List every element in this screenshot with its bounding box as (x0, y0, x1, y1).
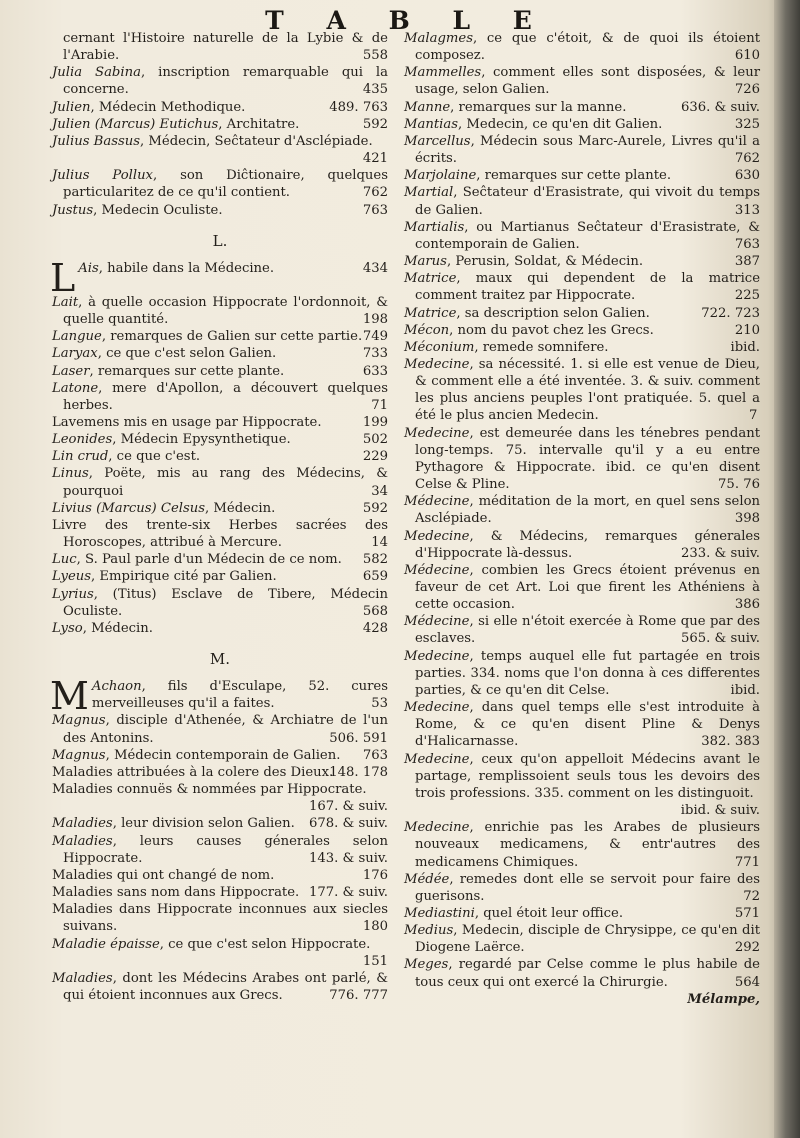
index-entry-text: Maladies sans nom dans Hippocrate. (52, 885, 300, 901)
index-entry-text: Maladie épaisse, ce que c'est selon Hippocrate. (52, 936, 371, 952)
index-page-ref: 75. 76 (718, 477, 760, 493)
index-entry-text: Laryax, ce que c'est selon Galien. (52, 346, 277, 362)
index-entry-text: Matrice, sa description selon Galien. (404, 305, 650, 321)
index-page-ref: 726 (734, 82, 760, 98)
index-entry (404, 493, 760, 527)
index-entry-text: Magnus, disciple d'Athenée, & Archiatre de l'un des Antonins. (52, 713, 388, 746)
index-entry-text: Achaon, fils d'Esculape, 52. cures merveilleuses qu'il a faites. (91, 679, 388, 712)
index-entry-text: Justus, Medecin Oculiste. (52, 202, 223, 218)
index-headword: Julien (Marcus) Eutichus (52, 116, 219, 132)
index-entry-text: Mediastini, quel étoit leur office. (404, 905, 624, 921)
index-headword: Lyeus (52, 569, 92, 585)
index-headword: Magnus (52, 747, 106, 763)
index-page-ref: 610 (734, 48, 760, 64)
index-headword: Medius (404, 923, 454, 939)
index-page-ref: 292 (734, 940, 760, 956)
index-entry-text: Julius Pollux, son Diĉtionaire, quelques particularitez de ce qu'il contient. (52, 168, 388, 201)
running-head-letter: B (388, 6, 413, 35)
index-page-ref: 592 (362, 500, 388, 516)
drop-cap: L (50, 255, 76, 300)
drop-cap: M (50, 674, 89, 719)
index-page-ref: 428 (362, 620, 388, 636)
index-headword: Julia Sabina (52, 65, 141, 81)
index-entry (52, 30, 388, 64)
index-headword: Lyso (52, 620, 83, 636)
index-page-ref: 176 (362, 867, 388, 883)
index-entry (404, 116, 760, 133)
index-entry (52, 133, 388, 167)
index-page-ref: 582 (362, 552, 388, 568)
index-entry (404, 613, 760, 647)
index-entry (52, 781, 388, 815)
index-entry (52, 867, 388, 884)
index-headword: Médée (404, 871, 450, 887)
index-page-ref: 177. & suiv. (308, 885, 388, 901)
index-entry-text: Ais, habile dans la Médecine. (78, 260, 275, 276)
index-entry (404, 562, 760, 613)
index-page-ref: 636. & suiv. (680, 99, 760, 115)
index-headword: Matrice (404, 271, 457, 287)
index-entry (404, 133, 760, 167)
index-headword: Malagmes (404, 31, 473, 46)
index-headword: Médecine (404, 494, 470, 510)
index-entry-text: Medecine, & Médecins, remarques génerales d'Hippocrate là-dessus. (404, 528, 760, 561)
index-headword: Ais (78, 260, 99, 276)
index-headword: Justus (52, 202, 94, 218)
index-page-ref: 630 (734, 168, 760, 184)
index-page-ref: 435 (362, 82, 388, 98)
index-entry (52, 815, 388, 832)
running-head-letter: A (326, 6, 349, 35)
index-entry (52, 431, 388, 448)
index-entry-text: Lin crud, ce que c'est. (52, 449, 201, 465)
index-headword: Maladies (52, 816, 113, 832)
index-entry (52, 448, 388, 465)
index-page-ref: 199 (362, 414, 388, 430)
index-page-ref: 34 (371, 483, 388, 499)
index-headword: Marcellus (404, 133, 471, 149)
index-headword: Magnus (52, 713, 106, 729)
index-headword: Medecine (404, 751, 470, 767)
index-entry-text: Méconium, remede somnifere. (404, 339, 609, 355)
index-page-ref: 198 (362, 312, 388, 328)
index-entry-text: Mécon, nom du pavot chez les Grecs. (404, 322, 654, 338)
index-page-ref: 776. 777 (329, 987, 388, 1003)
index-page-ref: 313 (734, 202, 760, 218)
index-entry-text: Médée, remedes dont elle se servoit pour faire des guerisons. (404, 871, 760, 904)
index-entry (404, 167, 760, 184)
index-page-ref: 763 (362, 747, 388, 763)
index-entry-text: Lavemens mis en usage par Hippocrate. (52, 414, 322, 430)
book-spine-shadow (774, 0, 800, 1138)
index-entry-text: Livius (Marcus) Celsus, Médecin. (52, 500, 276, 516)
index-entry (52, 747, 388, 764)
index-entry-text: Julien, Médecin Methodique. (52, 99, 246, 115)
index-entry-text: Marcellus, Médecin sous Marc-Aurele, Livres qu'il a écrits. (404, 133, 760, 167)
index-headword: Maladies (52, 833, 113, 849)
index-entry-text: Maladies attribuées à la colere des Dieux. (52, 764, 334, 780)
index-entry (52, 414, 388, 431)
index-entry (404, 99, 760, 116)
index-entry (52, 764, 388, 781)
index-page-ref: 225 (734, 288, 760, 304)
index-headword: Méconium (404, 339, 475, 355)
section-letter-heading: L. (212, 231, 228, 250)
index-page-ref: 151 (362, 953, 388, 969)
index-headword: Medecine (404, 425, 470, 441)
index-headword: Latone (52, 380, 99, 396)
index-entry-text: Medecine, enrichie pas les Arabes de plusieurs nouveaux medicamens, & entr'autres des medicamens Chimiques. (404, 820, 760, 870)
index-entry-text: cernant l'Histoire naturelle de la Lybie & de l'Arabie. (63, 31, 388, 64)
index-entry (404, 699, 760, 750)
index-entry (404, 64, 760, 98)
index-entry (404, 356, 760, 425)
index-headword: Medecine (404, 700, 470, 716)
index-page-ref: 398 (734, 511, 760, 527)
index-entry (52, 64, 388, 98)
index-headword: Lyrius (52, 586, 94, 602)
index-entry-text: Médecine, si elle n'étoit exercée à Rome que par des esclaves. (404, 614, 760, 647)
index-page-ref: 167. & suiv. (308, 799, 388, 815)
index-entry-text: Latone, mere d'Apollon, a découvert quelques herbes. (52, 380, 388, 413)
index-page-ref: 148. 178 (329, 764, 388, 780)
index-entry-text: Magnus, Médecin contemporain de Galien. (52, 747, 341, 763)
index-headword: Lait (52, 294, 79, 310)
right-column (404, 30, 760, 1008)
index-page-ref: 325 (734, 116, 760, 132)
index-page-ref: 565. & suiv. (680, 631, 760, 647)
index-entry (52, 363, 388, 380)
index-entry-text: Malagmes, ce que c'étoit, & de quoi ils étoient composez. (404, 31, 760, 64)
index-entry (52, 328, 388, 345)
index-entry (404, 425, 760, 494)
index-entry-text: Lait, à quelle occasion Hippocrate l'ordonnoit, & quelle quantité. (52, 294, 388, 328)
index-entry (404, 270, 760, 304)
index-entry-text: Lyrius, (Titus) Esclave de Tibere, Médecin Oculiste. (52, 586, 388, 619)
index-entry (52, 294, 388, 328)
index-headword: Lin crud (52, 449, 109, 465)
index-entry-text: Maladies dans Hippocrate inconnues aux siecles suivans. (52, 902, 388, 935)
index-entry-text: Lyso, Médecin. (52, 620, 153, 636)
index-entry (404, 253, 760, 270)
index-entry-text: Médecine, combien les Grecs étoient prévenus en faveur de cet Art. Loi que firent les Athéniens à cette occasion. (404, 562, 760, 613)
index-page-ref: 233. & suiv. (680, 545, 760, 561)
index-page-ref: 762 (734, 151, 760, 167)
index-headword: Mammelles (404, 65, 482, 81)
index-page-ref: ibid. (730, 339, 760, 355)
index-page-ref: 382. 383 (701, 734, 760, 750)
index-entry-text: Julien (Marcus) Eutichus, Architatre. (52, 116, 300, 132)
index-entry-text: Medius, Medecin, disciple de Chrysippe, ce qu'en dit Diogene Laërce. (404, 923, 760, 956)
index-entry (52, 712, 388, 746)
index-entry (404, 871, 760, 905)
index-entry-text: Medecine, ceux qu'on appelloit Médecins avant le partage, remplissoient seuls tous les devoirs des trois professions. 335. comment on les distinguoit. (404, 751, 760, 801)
index-entry-text: Maladies, leurs causes génerales selon Hippocrate. (52, 833, 388, 866)
index-entry (52, 901, 388, 935)
index-headword: Medecine (404, 820, 470, 836)
index-entry-text: Matrice, maux qui dependent de la matrice comment traitez par Hippocrate. (404, 271, 760, 304)
index-page-ref: ibid. & suiv. (680, 803, 760, 819)
index-page-ref: 571 (734, 905, 760, 921)
index-page-ref: 71 (371, 397, 388, 413)
index-entry-text: Maladies, dont les Médecins Arabes ont parlé, & qui étoient inconnues aux Grecs. (52, 970, 388, 1003)
left-column (52, 30, 388, 1004)
index-page-ref: 502 (362, 432, 388, 448)
index-headword: Médecine (404, 562, 470, 578)
index-headword: Julien (52, 99, 91, 115)
index-entry (52, 167, 388, 201)
index-entry (404, 751, 760, 820)
index-entry (404, 648, 760, 699)
index-headword: Mediastini (404, 905, 475, 921)
index-entry-text: Medecine, temps auquel elle fut partagée en trois parties. 334. noms que l'on donna à ces differentes parties, & ce qu'en dit Celse. (404, 648, 760, 698)
index-headword: Maladies (52, 970, 113, 986)
index-entry-text: Livre des trente-six Herbes sacrées des Horoscopes, attribué à Mercure. (52, 517, 388, 551)
index-page-ref: 489. 763 (329, 99, 388, 115)
running-head-letter: E (512, 6, 535, 35)
index-page-ref: 659 (362, 569, 388, 585)
index-entry (52, 380, 388, 414)
index-headword: Langue (52, 329, 102, 345)
index-entry (404, 184, 760, 218)
index-page-ref: ibid. (730, 682, 760, 698)
index-page-ref: 53 (371, 696, 388, 712)
index-headword: Laryax (52, 346, 98, 362)
index-headword: Manne (404, 99, 451, 115)
index-entry (52, 345, 388, 362)
index-entry-text: Marus, Perusin, Soldat, & Médecin. (404, 254, 644, 270)
index-page-ref: 386 (734, 597, 760, 613)
index-page-ref: 762 (362, 185, 388, 201)
index-entry (404, 305, 760, 322)
index-page-ref: 210 (734, 322, 760, 338)
index-entry-text: Martialis, ou Martianus Seĉtateur d'Erasistrate, & contemporain de Galien. (404, 219, 760, 252)
index-headword: Leonides (52, 432, 113, 448)
index-headword: Meges (404, 957, 449, 973)
index-entry (52, 586, 388, 620)
index-headword: Medecine (404, 648, 470, 664)
index-page-ref: 722. 723 (701, 305, 760, 321)
index-entry (52, 99, 388, 116)
index-entry-text: Julius Bassus, Médecin, Seĉtateur d'Asclépiade. (52, 133, 373, 149)
index-entry (52, 551, 388, 568)
index-entry (404, 219, 760, 253)
index-entry (50, 255, 388, 300)
index-page-ref: 592 (362, 116, 388, 132)
index-entry (52, 970, 388, 1004)
index-entry-text: Laser, remarques sur cette plante. (52, 363, 285, 379)
index-headword: Achaon (91, 679, 142, 695)
index-entry-text: Medecine, sa nécessité. 1. si elle est venue de Dieu, & comment elle a été inventée. 3. & suiv. comment les plus anciens peuples l'ont pratiquée. 5. quel a été le plus ancien Medecin. (404, 356, 760, 424)
index-entry-text: Langue, remarques de Galien sur cette partie. (52, 329, 363, 345)
index-entry (52, 202, 388, 219)
index-headword: Julius Bassus (52, 133, 141, 149)
index-entry (404, 819, 760, 870)
index-page-ref: 633 (362, 363, 388, 379)
index-entry-text: Maladies qui ont changé de nom. (52, 867, 275, 883)
index-entry (52, 465, 388, 499)
index-page-ref: 558 (362, 48, 388, 64)
index-headword: Martial (404, 185, 454, 201)
index-entry-text: Meges, regardé par Celse comme le plus habile de tous ceux qui ont exercé la Chirurgie. (404, 957, 760, 990)
index-entry-text: Marjolaine, remarques sur cette plante. (404, 168, 672, 184)
index-entry-text: Medecine, dans quel temps elle s'est introduite à Rome, & ce qu'en disent Pline & Denys d'Halicarnasse. (404, 700, 760, 750)
index-headword: Mécon (404, 322, 450, 338)
index-entry (404, 528, 760, 562)
index-entry-text: Medecine, est demeurée dans les ténebres pendant long-temps. 75. intervalle qu'il y a eu entre Pythagore & Hippocrate. ibid. ce qu'en disent Celse & Pline. (404, 425, 760, 493)
index-page-ref: 434 (362, 260, 388, 276)
index-entry-text: Mantias, Medecin, ce qu'en dit Galien. (404, 116, 663, 132)
index-entry (52, 568, 388, 585)
index-entry-text: Maladies, leur division selon Galien. (52, 816, 295, 832)
index-entry (404, 905, 760, 922)
index-page-ref: 229 (362, 449, 388, 465)
index-page-ref: 763 (734, 236, 760, 252)
index-entry-text: Luc, S. Paul parle d'un Médecin de ce nom. (52, 552, 342, 568)
index-headword: Medecine (404, 528, 470, 544)
index-headword: Marus (404, 254, 447, 270)
index-headword: Mantias (404, 116, 459, 132)
index-headword: Medecine (404, 356, 470, 372)
index-page-ref: 143. & suiv. (308, 850, 388, 866)
index-entry (404, 30, 760, 64)
index-entry-text: Médecine, méditation de la mort, en quel sens selon Asclépiade. (404, 494, 760, 527)
index-page-ref: 506. 591 (329, 730, 388, 746)
index-entry-text: Julia Sabina, inscription remarquable qui la concerne. (52, 65, 389, 98)
index-headword: Matrice (404, 305, 457, 321)
index-headword: Maladie épaisse (52, 936, 160, 952)
index-page-ref: 733 (362, 346, 388, 362)
index-headword: Luc (52, 552, 77, 568)
index-page-ref: 771 (734, 854, 760, 870)
index-page-ref: 180 (362, 919, 388, 935)
index-entry-text: Lyeus, Empirique cité par Galien. (52, 569, 277, 585)
index-headword: Marjolaine (404, 168, 477, 184)
index-page-ref: 421 (362, 151, 388, 167)
index-entry (404, 956, 760, 990)
index-headword: Livius (Marcus) Celsus (52, 500, 206, 516)
index-entry-text: Linus, Poëte, mis au rang des Médecins, & pourquoi (52, 466, 388, 499)
index-page-ref: 749 (362, 329, 388, 345)
index-headword: Médecine (404, 614, 470, 630)
index-entry-text: Martial, Seĉtateur d'Erasistrate, qui vivoit du temps de Galien. (404, 185, 760, 218)
index-entry (52, 936, 388, 970)
running-head-letter: T (265, 6, 287, 35)
index-headword: Laser (52, 363, 90, 379)
index-entry (404, 922, 760, 956)
index-entry (50, 674, 388, 719)
index-entry (52, 500, 388, 517)
index-entry-text: Manne, remarques sur la manne. (404, 99, 627, 115)
index-entry (52, 833, 388, 867)
index-page-ref: 7 (749, 408, 758, 424)
section-letter-heading: M. (209, 650, 231, 668)
running-head-letter: L (452, 6, 474, 35)
index-entry-text: Maladies connuës & nommées par Hippocrate. (52, 782, 367, 798)
index-page-ref: 763 (362, 202, 388, 218)
catchword: Mélampe, (687, 991, 760, 1007)
index-entry-text: Mammelles, comment elles sont disposées, & leur usage, selon Galien. (404, 65, 760, 98)
index-headword: Martialis (404, 219, 465, 235)
index-page-ref: 678. & suiv. (308, 816, 388, 832)
index-entry (52, 884, 388, 901)
index-entry (52, 517, 388, 551)
index-entry (52, 620, 388, 637)
index-entry (52, 116, 388, 133)
index-page-ref: 72 (743, 888, 760, 904)
index-entry-text: Leonides, Médecin Epysynthetique. (52, 432, 291, 448)
index-page-ref: 387 (734, 254, 760, 270)
index-headword: Linus (52, 466, 89, 482)
index-page-ref: 14 (371, 535, 388, 551)
index-entry (404, 322, 760, 339)
index-entry (404, 339, 760, 356)
index-page-ref: 564 (734, 974, 760, 990)
index-page-ref: 568 (362, 603, 388, 619)
index-headword: Julius Pollux (52, 168, 153, 184)
